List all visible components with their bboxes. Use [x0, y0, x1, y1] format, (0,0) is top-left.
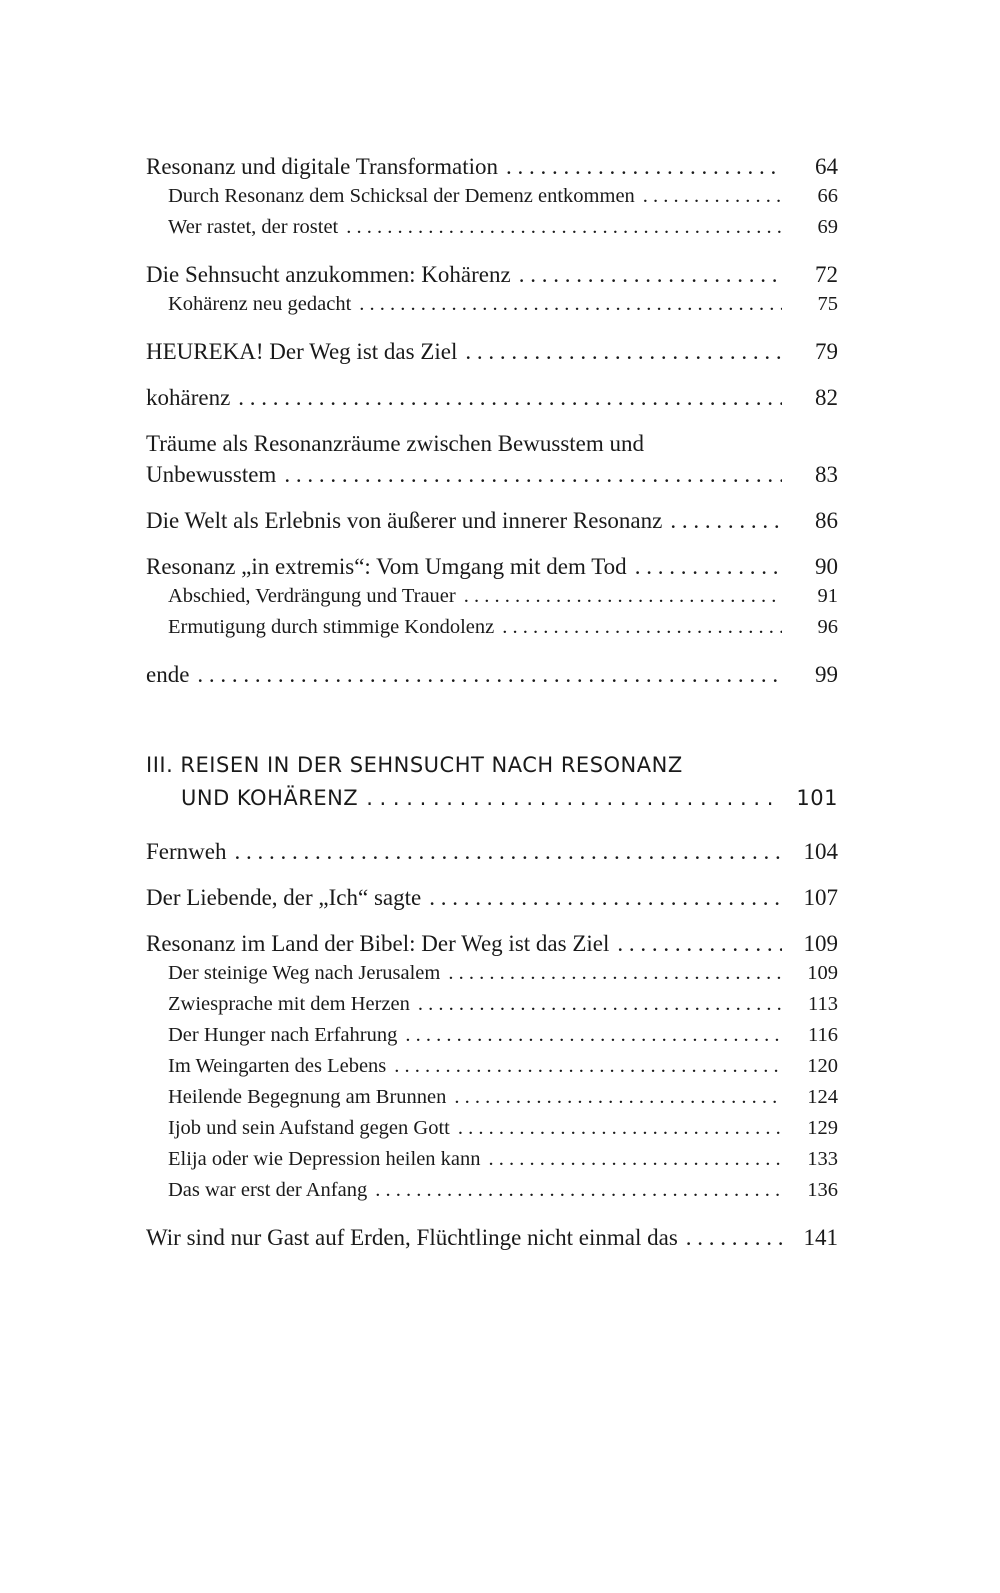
toc-block-1 — [146, 154, 838, 693]
toc-subentry[interactable] — [146, 185, 838, 216]
toc-entry[interactable] — [146, 508, 838, 539]
dot-leader — [366, 786, 782, 810]
dot-leader — [448, 962, 782, 985]
toc-entry-page-number: 83 — [815, 462, 838, 487]
dot-leader — [465, 339, 782, 365]
toc-entry-page-number: 82 — [815, 385, 838, 410]
dot-leader — [429, 885, 782, 911]
toc-entry-title: Durch Resonanz dem Schicksal der Demenz entkommen — [168, 185, 643, 208]
dot-leader — [489, 1148, 782, 1171]
toc-subentry[interactable] — [146, 585, 838, 616]
dot-leader — [238, 385, 782, 411]
dot-leader — [284, 462, 782, 488]
toc-entry[interactable] — [146, 154, 838, 185]
toc-subentry[interactable] — [146, 1117, 838, 1148]
toc-entry-title: Ermutigung durch stimmige Kondolenz — [168, 616, 502, 639]
section-heading-line1 — [146, 753, 838, 786]
dot-leader — [502, 616, 782, 639]
toc-entry-title: Wer rastet, der rostet — [168, 216, 346, 239]
toc-entry[interactable] — [146, 385, 838, 416]
toc-entry-page-number: 133 — [807, 1148, 838, 1170]
toc-subentry[interactable] — [146, 293, 838, 324]
dot-leader — [464, 585, 782, 608]
toc-entry-title: Heilende Begegnung am Brunnen — [168, 1086, 454, 1109]
toc-entry-page-number: 113 — [808, 993, 838, 1015]
dot-leader — [635, 554, 782, 580]
toc-entry-title: Ijob und sein Aufstand gegen Gott — [168, 1117, 458, 1140]
toc-entry-page-number: 75 — [817, 293, 838, 315]
toc-block-2 — [146, 839, 838, 1256]
toc-subentry[interactable] — [146, 993, 838, 1024]
dot-leader — [617, 931, 782, 957]
section-heading-title-line1: III. REISEN IN DER SEHNSUCHT NACH RESONANZ — [146, 753, 691, 777]
toc-entry-title: Wir sind nur Gast auf Erden, Flüchtlinge nicht einmal das — [146, 1225, 686, 1251]
dot-leader — [405, 1024, 782, 1047]
toc-entry-page-number: 107 — [803, 885, 838, 910]
toc-subentry[interactable] — [146, 616, 838, 647]
table-of-contents — [146, 154, 838, 1256]
toc-entry[interactable] — [146, 839, 838, 870]
toc-entry[interactable] — [146, 885, 838, 916]
toc-subentry[interactable] — [146, 1055, 838, 1086]
toc-entry-title: Fernweh — [146, 839, 234, 865]
toc-entry-title: Abschied, Verdrängung und Trauer — [168, 585, 464, 608]
toc-entry-page-number: 141 — [803, 1225, 838, 1250]
dot-leader — [375, 1179, 782, 1202]
toc-entry-title: Unbewusstem — [146, 462, 284, 488]
toc-entry[interactable] — [146, 662, 838, 693]
toc-entry[interactable] — [146, 554, 838, 585]
dot-leader — [670, 508, 782, 534]
toc-entry-title: Resonanz „in extremis“: Vom Umgang mit dem Tod — [146, 554, 635, 580]
toc-subentry[interactable] — [146, 1024, 838, 1055]
dot-leader — [197, 662, 782, 688]
toc-entry-title: Kohärenz neu gedacht — [168, 293, 359, 316]
toc-entry-title: Elija oder wie Depression heilen kann — [168, 1148, 489, 1171]
toc-entry-title: Resonanz im Land der Bibel: Der Weg ist das Ziel — [146, 931, 617, 957]
toc-entry-title: Der Liebende, der „Ich“ sagte — [146, 885, 429, 911]
toc-entry-title: Der steinige Weg nach Jerusalem — [168, 962, 448, 985]
section-heading-page-number: 101 — [796, 786, 838, 810]
toc-subentry[interactable] — [146, 1148, 838, 1179]
dot-leader — [454, 1086, 782, 1109]
section-spacer — [146, 693, 838, 753]
toc-entry-title-line1: Träume als Resonanzräume zwischen Bewusstem und — [146, 431, 652, 457]
toc-subentry[interactable] — [146, 1179, 838, 1210]
toc-entry-page-number: 90 — [815, 554, 838, 579]
toc-entry-page-number: 104 — [803, 839, 838, 864]
toc-entry-page-number: 86 — [815, 508, 838, 533]
toc-entry-title: Die Welt als Erlebnis von äußerer und innerer Resonanz — [146, 508, 670, 534]
toc-entry-page-number: 79 — [815, 339, 838, 364]
dot-leader — [458, 1117, 782, 1140]
toc-entry-page-number: 99 — [815, 662, 838, 687]
toc-entry-page-number: 66 — [817, 185, 838, 207]
dot-leader — [234, 839, 782, 865]
toc-entry-title: kohärenz — [146, 385, 238, 411]
toc-entry-title: Die Sehnsucht anzukommen: Kohärenz — [146, 262, 519, 288]
toc-entry-page-number: 116 — [808, 1024, 838, 1046]
dot-leader — [394, 1055, 782, 1078]
toc-entry-title: ende — [146, 662, 197, 688]
toc-entry[interactable] — [146, 931, 838, 962]
toc-entry-page-number: 129 — [807, 1117, 838, 1139]
toc-subentry[interactable] — [146, 1086, 838, 1117]
toc-entry-page-number: 109 — [807, 962, 838, 984]
toc-entry[interactable] — [146, 1225, 838, 1256]
dot-leader — [418, 993, 782, 1016]
toc-entry[interactable] — [146, 262, 838, 293]
toc-subentry[interactable] — [146, 216, 838, 247]
toc-entry-page-number: 96 — [817, 616, 838, 638]
dot-leader — [359, 293, 782, 316]
toc-entry-title: Resonanz und digitale Transformation — [146, 154, 506, 180]
toc-entry-title: Im Weingarten des Lebens — [168, 1055, 394, 1078]
dot-leader — [506, 154, 782, 180]
toc-entry[interactable] — [146, 462, 838, 493]
dot-leader — [519, 262, 782, 288]
toc-entry-page-number: 72 — [815, 262, 838, 287]
toc-entry-title: HEUREKA! Der Weg ist das Ziel — [146, 339, 465, 365]
toc-entry-page-number: 91 — [817, 585, 838, 607]
toc-entry-page-number: 136 — [807, 1179, 838, 1201]
toc-entry-page-number: 124 — [807, 1086, 838, 1108]
toc-entry-page-number: 64 — [815, 154, 838, 179]
section-heading-title-line2: UND KOHÄRENZ — [181, 786, 366, 810]
section-heading-line2 — [146, 786, 838, 819]
toc-entry[interactable] — [146, 339, 838, 370]
toc-entry-title: Das war erst der Anfang — [168, 1179, 375, 1202]
dot-leader — [686, 1225, 782, 1251]
dot-leader — [346, 216, 782, 239]
toc-entry-line — [146, 431, 838, 462]
toc-entry-page-number: 109 — [803, 931, 838, 956]
toc-entry-page-number: 69 — [817, 216, 838, 238]
dot-leader — [643, 185, 782, 208]
toc-subentry[interactable] — [146, 962, 838, 993]
toc-entry-title: Zwiesprache mit dem Herzen — [168, 993, 418, 1016]
toc-entry-title: Der Hunger nach Erfahrung — [168, 1024, 405, 1047]
toc-entry-page-number: 120 — [807, 1055, 838, 1077]
